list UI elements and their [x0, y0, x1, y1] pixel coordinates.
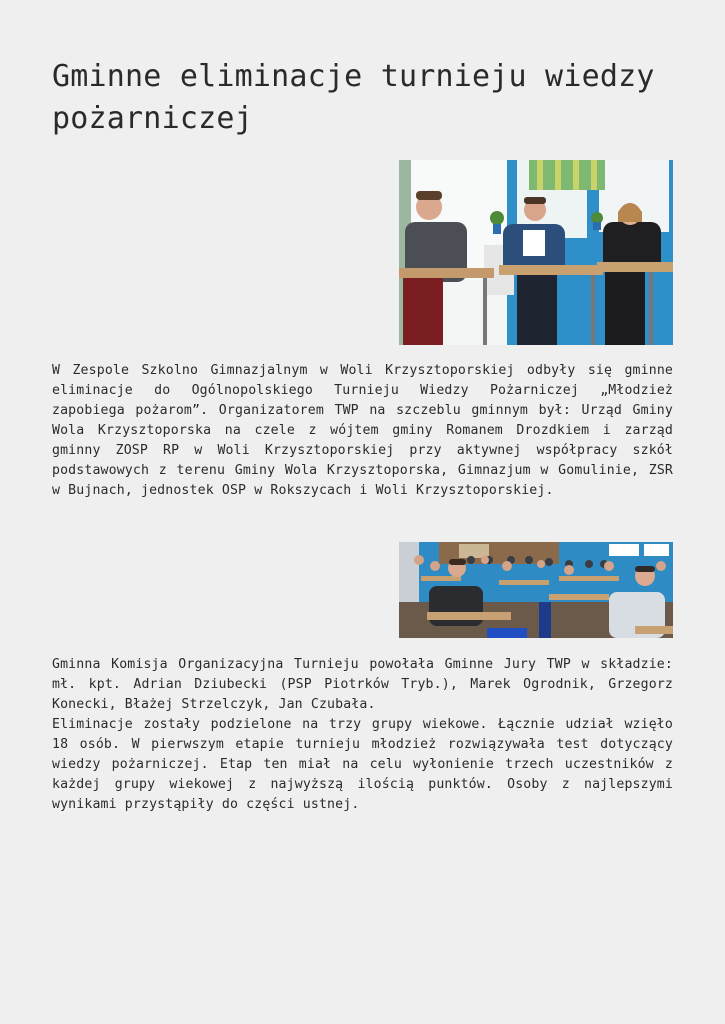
photo-classroom	[399, 542, 673, 638]
paragraph-1: W Zespole Szkolno Gimnazjalnym w Woli Krzysztoporskiej odbyły się gminne eliminacje do Ogólnopolskiego Turnieju Wiedzy Pożarniczej „Młodzież zapobiega pożarom”. Organizatorem TWP na szczeblu gminnym był: Urząd Gminy Wola Krzysztoporska na czele z wójtem gminy Romanem Drozdkiem i zarząd gminny ZOSP RP w Woli Krzysztoporskiej przy aktywnej współpracy szkół podstawowych z terenu Gminy Wola Krzysztoporska, Gimnazjum w Gomulinie, ZSR w Bujnach, jednostek OSP w Rokszycach i Woli Krzysztoporskiej.	[52, 363, 673, 498]
paragraph-3: Eliminacje zostały podzielone na trzy grupy wiekowe. Łącznie udział wzięło 18 osób. W pierwszym etapie turnieju młodzież rozwiązywała test dotyczący wiedzy pożarniczej. Etap ten miał na celu wyłonienie trzech uczestników z każdej grupy wiekowej z najwyższą ilością punktów. Osoby z najlepszymi wynikami przystąpiły do części ustnej.	[52, 717, 673, 812]
photo-students-at-desks	[399, 160, 673, 345]
paragraph-2: Gminna Komisja Organizacyjna Turnieju powołała Gminne Jury TWP w składzie: mł. kpt. Adrian Dziubecki (PSP Piotrków Tryb.), Marek Ogrodnik, Grzegorz Konecki, Błażej Strzelczyk, Jan Czubała.	[52, 657, 673, 712]
article-title: Gminne eliminacje turnieju wiedzy pożarniczej	[52, 59, 655, 136]
